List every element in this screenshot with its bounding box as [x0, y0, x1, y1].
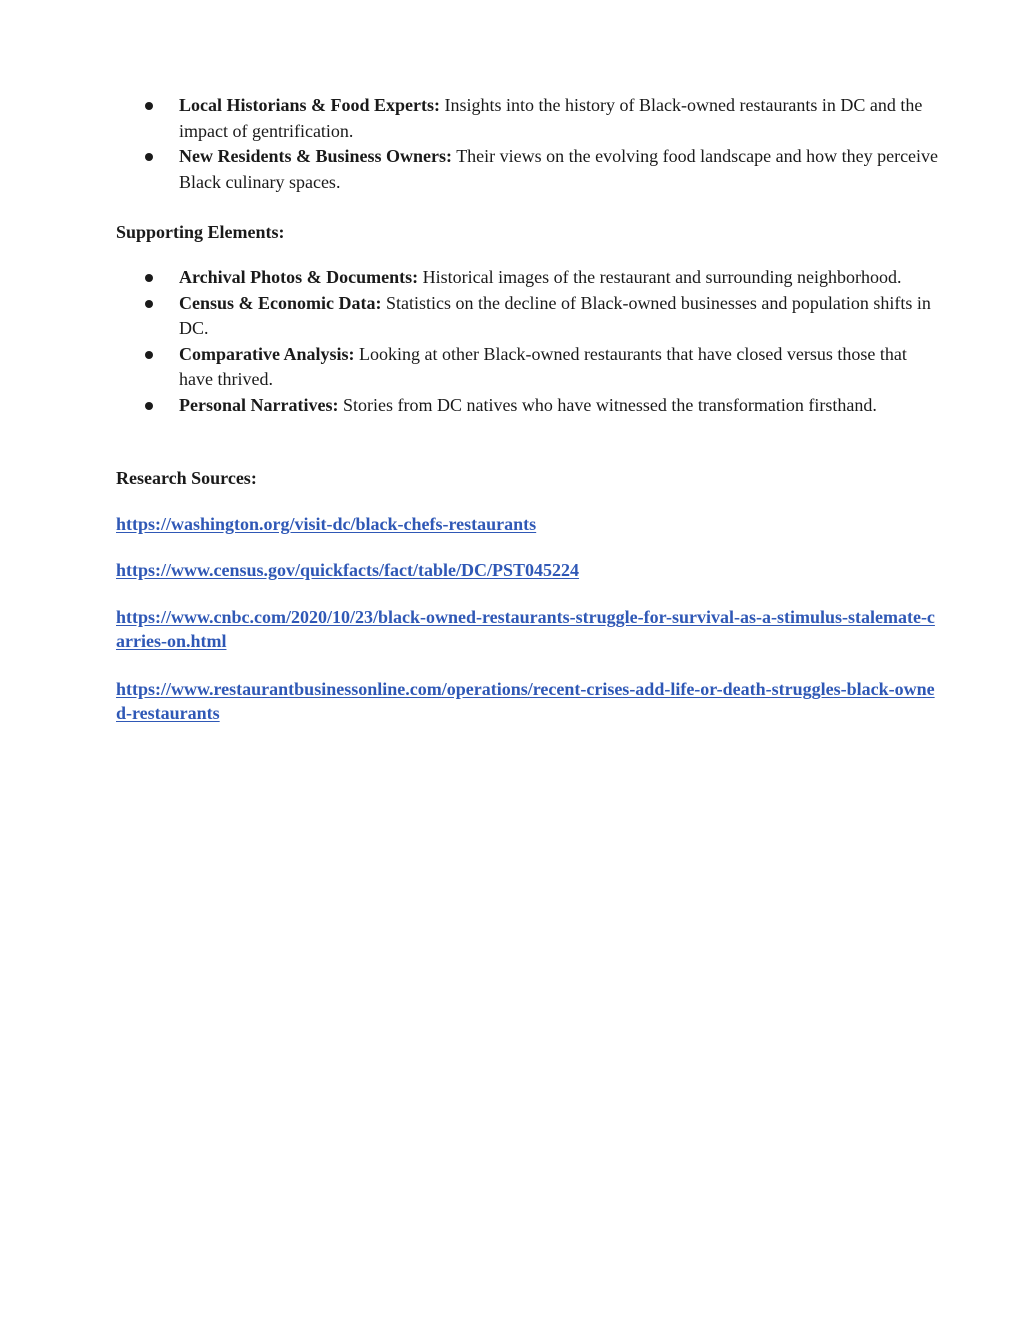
stakeholder-list	[140, 93, 940, 195]
item-label: New Residents & Business Owners:	[179, 146, 453, 166]
bullet-icon	[145, 153, 153, 161]
bullet-icon	[145, 102, 153, 110]
item-label: Comparative Analysis:	[179, 343, 355, 364]
source-link[interactable]: https://www.restaurantbusinessonline.com/operations/recent-crises-add-life-or-death-struggles-black-owned-restaurants	[116, 679, 935, 723]
source-link[interactable]: https://washington.org/visit-dc/black-chefs-restaurants	[116, 514, 537, 534]
list-item	[140, 291, 940, 342]
source-link[interactable]: https://www.cnbc.com/2020/10/23/black-owned-restaurants-struggle-for-survival-as-a-stimulus-stalemate-carries-on.html	[116, 607, 935, 651]
item-label: Local Historians & Food Experts:	[179, 95, 440, 115]
list-item	[140, 393, 940, 419]
item-text: Looking at other Black-owned restaurants that have closed versus those that have thrived.	[179, 343, 907, 389]
list-item	[140, 93, 940, 144]
research-sources-heading: Research Sources:	[116, 468, 257, 488]
item-text: Insights into the history of Black-owned restaurants in DC and the impact of gentrification.	[179, 95, 923, 141]
source-link[interactable]: https://www.census.gov/quickfacts/fact/table/DC/PST045224	[116, 560, 580, 580]
bullet-icon	[145, 351, 153, 359]
supporting-elements-heading: Supporting Elements:	[116, 222, 285, 242]
item-text: Their views on the evolving food landscape and how they perceive Black culinary spaces.	[179, 146, 939, 192]
supporting-elements-list	[140, 265, 940, 418]
list-item	[140, 342, 940, 393]
item-text: Stories from DC natives who have witnessed the transformation firsthand.	[338, 394, 877, 415]
bullet-icon	[145, 300, 153, 308]
item-label: Personal Narratives:	[179, 394, 339, 415]
item-text: Historical images of the restaurant and surrounding neighborhood.	[418, 267, 902, 287]
list-item	[140, 265, 940, 291]
bullet-icon	[145, 402, 153, 410]
item-label: Archival Photos & Documents:	[179, 267, 419, 287]
item-label: Census & Economic Data:	[179, 292, 382, 313]
bullet-icon	[145, 274, 153, 282]
list-item	[140, 144, 940, 195]
item-text: Statistics on the decline of Black-owned businesses and population shifts in DC.	[179, 292, 931, 338]
